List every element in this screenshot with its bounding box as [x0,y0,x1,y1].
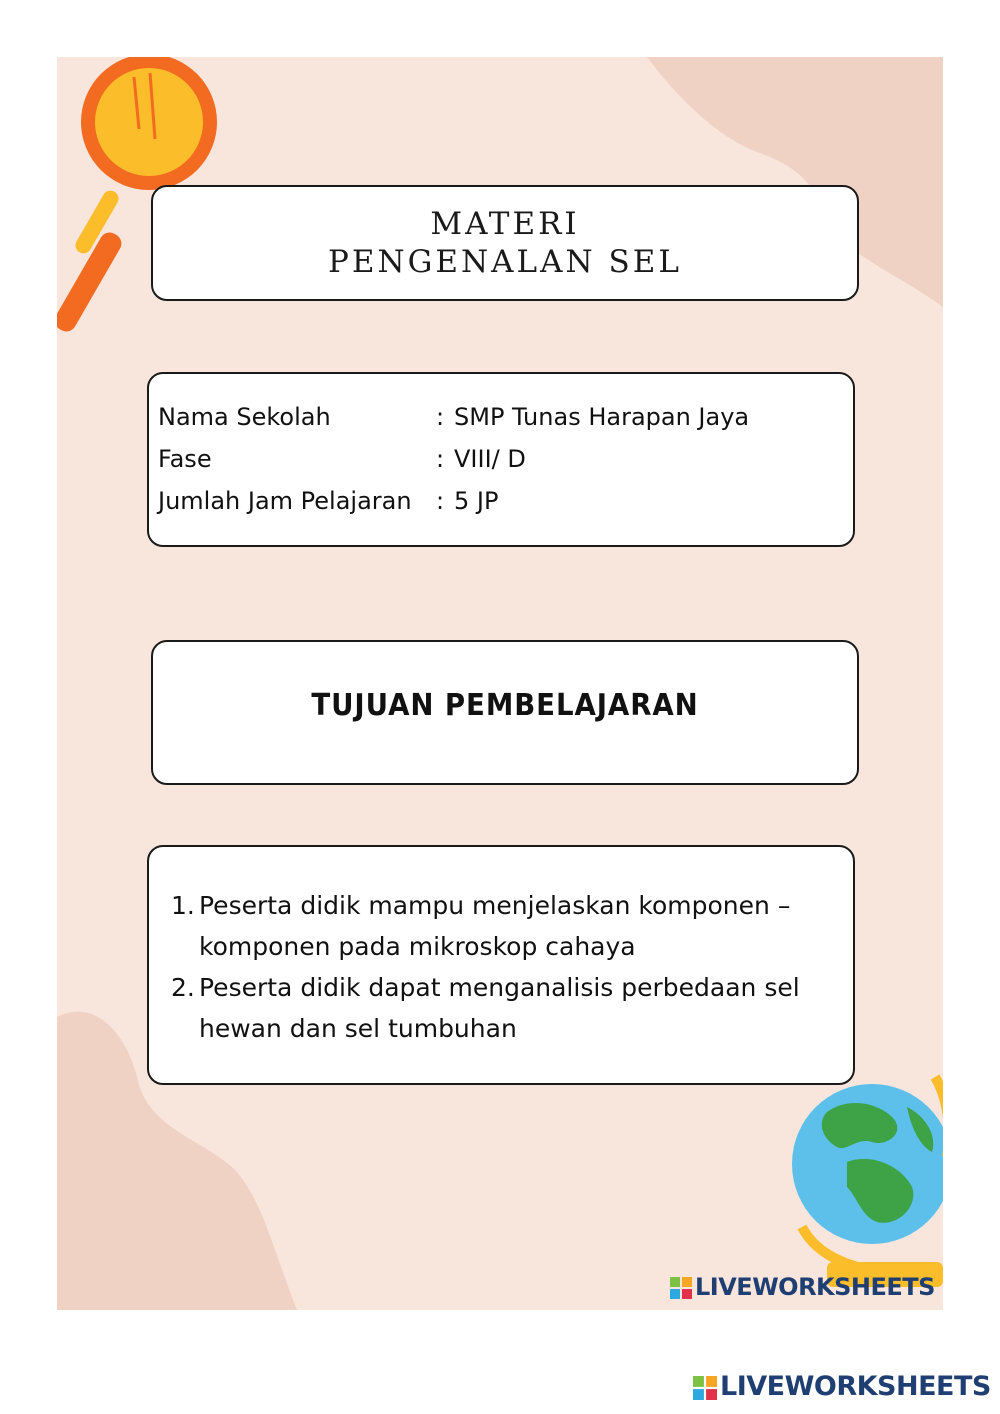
liveworksheets-logo-icon [670,1277,692,1299]
info-value: SMP Tunas Harapan Jaya [454,403,750,431]
info-separator: : [436,403,445,431]
title-line-1: MATERI [430,206,580,242]
title-box [151,185,859,301]
info-separator: : [436,445,445,473]
info-value: VIII/ D [454,445,526,473]
info-label: Nama Sekolah [158,403,331,431]
liveworksheets-logo-icon [693,1376,717,1400]
objectives-list-box [147,845,855,1085]
objectives-heading-box [151,640,859,785]
objectives-heading: TUJUAN PEMBELAJARAN [311,688,699,723]
info-separator: : [436,487,445,515]
watermark-outer-text: LIVEWORKSHEETS [720,1371,991,1402]
list-item-text: Peserta didik dapat menganalisis perbedaan sel hewan dan sel tumbuhan [199,973,800,1043]
watermark-inner-text: LIVEWORKSHEETS [695,1273,935,1301]
list-item-number: 2. [171,973,195,1002]
globe-icon [792,1077,943,1287]
info-label: Fase [158,445,212,473]
info-label: Jumlah Jam Pelajaran [158,487,412,515]
title-line-2: PENGENALAN SEL [328,244,682,280]
info-value: 5 JP [454,487,499,515]
list-item-number: 1. [171,891,195,920]
objectives-list [171,885,841,1049]
list-item-text: Peserta didik mampu menjelaskan komponen – komponen pada mikroskop cahaya [199,891,791,961]
watermark-outer [693,1371,991,1402]
list-item [171,885,841,967]
school-info-box [147,372,855,547]
list-item [171,967,841,1049]
watermark-inner [670,1273,935,1301]
